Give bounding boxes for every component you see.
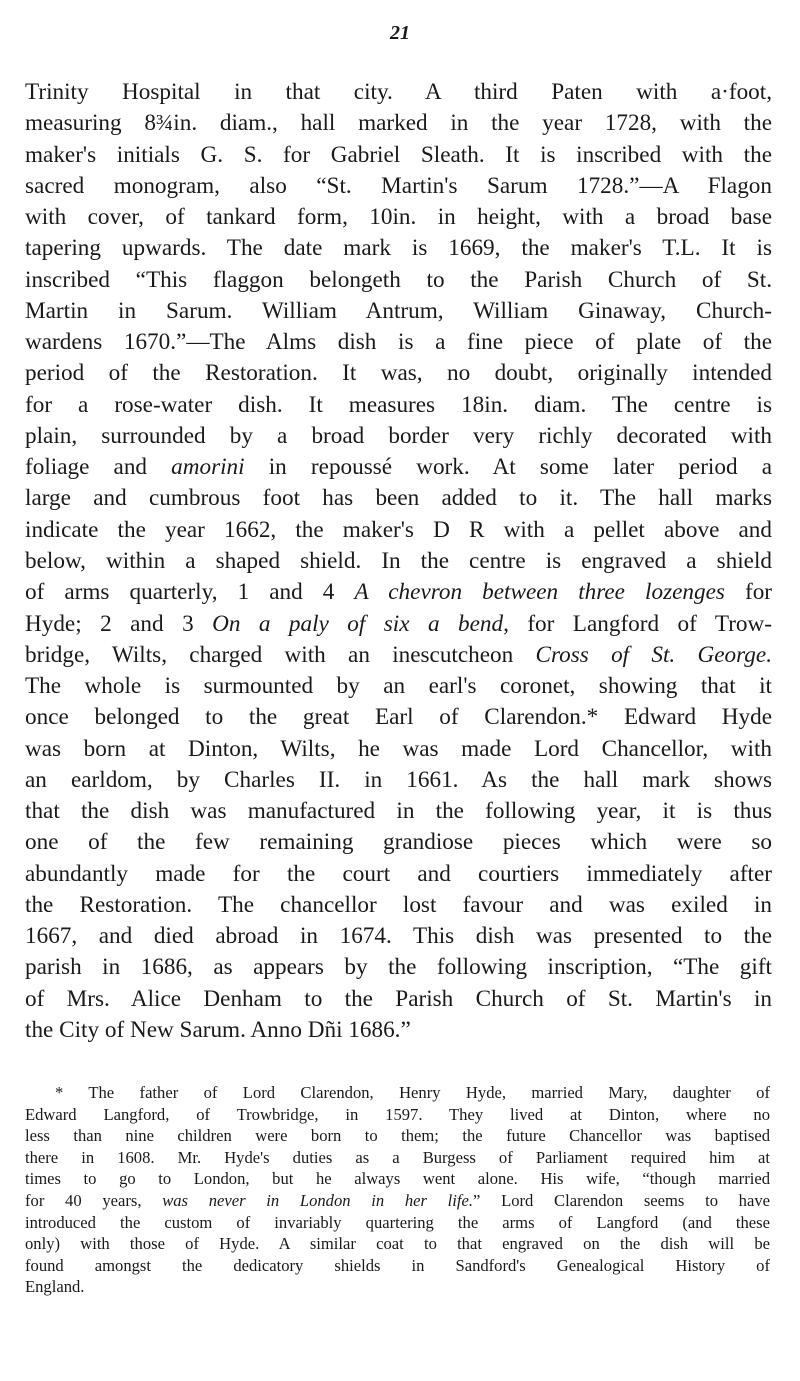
text-segment: there in 1608. Mr. Hyde's duties as a Burgess of Parliament required him at — [25, 1147, 770, 1167]
text-segment: found amongst the dedicatory shields in Sandford's Genealogical History of — [25, 1255, 770, 1275]
footnote-line — [25, 1104, 770, 1126]
body-line — [25, 796, 772, 827]
body-line — [25, 609, 772, 640]
text-segment: sacred monogram, also “St. Martin's Sarum 1728.”—A Flagon — [25, 172, 772, 199]
text-segment: The whole is surmounted by an earl's coronet, showing that it — [25, 673, 772, 700]
text-segment: of arms quarterly, 1 and 4 — [25, 579, 355, 606]
body-line — [25, 702, 772, 733]
body-line — [25, 483, 772, 514]
text-segment: Hyde; 2 and 3 — [25, 610, 213, 637]
body-line — [25, 108, 772, 139]
italic-text: amorini — [171, 454, 245, 481]
body-line — [25, 984, 772, 1015]
footnote-line — [25, 1190, 770, 1212]
body-line — [25, 765, 772, 796]
text-segment: below, within a shaped shield. In the centre is engraved a shield — [25, 547, 772, 574]
body-line — [25, 671, 772, 702]
body-line — [25, 140, 772, 171]
footnote-line — [25, 1168, 770, 1190]
body-line — [25, 890, 772, 921]
text-segment: with cover, of tankard form, 10in. in height, with a broad base — [25, 204, 772, 231]
body-line — [25, 421, 772, 452]
text-segment: period of the Restoration. It was, no doubt, originally intended — [25, 360, 772, 387]
text-segment: the Restoration. The chancellor lost favour and was exiled in — [25, 891, 772, 918]
text-segment: for Langford of Trow- — [508, 610, 772, 637]
text-segment: introduced the custom of invariably quartering the arms of Langford (and these — [25, 1212, 770, 1232]
text-segment: plain, surrounded by a broad border very richly decorated with — [25, 422, 772, 449]
body-line — [25, 77, 772, 108]
text-segment: was born at Dinton, Wilts, he was made Lord Chancellor, with — [25, 735, 772, 762]
text-segment: tapering upwards. The date mark is 1669, the maker's T.L. It is — [25, 235, 772, 262]
body-line — [25, 1015, 772, 1046]
text-segment: less than nine children were born to them; the future Chancellor was baptised — [25, 1126, 770, 1146]
text-segment: inscribed “This flaggon belongeth to the Parish Church of St. — [25, 266, 772, 293]
text-segment: once belonged to the great Earl of Clarendon.* Edward Hyde — [25, 704, 772, 731]
text-segment: indicate the year 1662, the maker's D R with a pellet above and — [25, 516, 772, 543]
text-segment: the City of New Sarum. Anno Dñi 1686.” — [25, 1016, 411, 1043]
body-line — [25, 202, 772, 233]
body-line — [25, 546, 772, 577]
text-segment: ” Lord Clarendon seems to have — [473, 1190, 770, 1210]
footnote-line — [25, 1255, 770, 1277]
text-segment: bridge, Wilts, charged with an inescutcheon — [25, 641, 536, 668]
body-line — [25, 827, 772, 858]
text-segment: one of the few remaining grandiose pieces which were so — [25, 829, 772, 856]
text-segment: Edward Langford, of Trowbridge, in 1597. They lived at Dinton, where no — [25, 1104, 770, 1124]
text-segment: an earldom, by Charles II. in 1661. As the hall mark shows — [25, 766, 772, 793]
body-line — [25, 171, 772, 202]
text-segment: for 40 years, — [25, 1190, 163, 1210]
text-segment: parish in 1686, as appears by the following inscription, “The gift — [25, 954, 772, 981]
body-text — [25, 77, 772, 1046]
body-line — [25, 233, 772, 264]
text-segment: foliage and — [25, 454, 172, 481]
text-segment: for a rose-water dish. It measures 18in. diam. The centre is — [25, 391, 772, 418]
text-segment: Trinity Hospital in that city. A third Paten with a·foot, — [25, 79, 772, 105]
body-line — [25, 296, 772, 327]
footnote-line — [25, 1125, 770, 1147]
text-segment: of Mrs. Alice Denham to the Parish Church of St. Martin's in — [25, 985, 772, 1012]
footnote-line — [25, 1212, 770, 1234]
text-segment: 1667, and died abroad in 1674. This dish was presented to the — [25, 923, 772, 950]
text-segment: large and cumbrous foot has been added to it. The hall marks — [25, 485, 772, 512]
footnote-line — [25, 1147, 770, 1169]
page-number: 21 — [390, 22, 410, 44]
footnote-line — [25, 1233, 770, 1255]
body-line — [25, 327, 772, 358]
text-segment: wardens 1670.”—The Alms dish is a fine piece of plate of the — [25, 329, 772, 356]
text-segment: for — [724, 579, 772, 606]
italic-text: was never in London in her life. — [162, 1190, 474, 1210]
footnote-line — [25, 1082, 770, 1104]
body-line — [25, 952, 772, 983]
footnote — [25, 1082, 770, 1298]
italic-text: A chevron between three lozenges — [354, 579, 725, 606]
body-line — [25, 640, 772, 671]
body-line — [25, 358, 772, 389]
body-line — [25, 859, 772, 890]
text-segment: in repoussé work. At some later period a — [244, 454, 772, 481]
italic-text: On a paly of six a bend, — [212, 610, 509, 637]
body-line — [25, 265, 772, 296]
body-line — [25, 390, 772, 421]
text-segment: measuring 8¾in. diam., hall marked in the year 1728, with the — [25, 110, 772, 137]
text-segment: times to go to London, but he always went alone. His wife, “though married — [25, 1169, 770, 1189]
italic-text: Cross of St. George. — [535, 641, 772, 668]
body-line — [25, 734, 772, 765]
body-line — [25, 515, 772, 546]
body-line — [25, 452, 772, 483]
footnote-line — [25, 1276, 770, 1298]
body-line — [25, 921, 772, 952]
text-segment: England. — [25, 1277, 85, 1297]
text-segment: Martin in Sarum. William Antrum, William Ginaway, Church- — [25, 297, 772, 324]
text-segment: * The father of Lord Clarendon, Henry Hyde, married Mary, daughter of — [55, 1083, 770, 1102]
text-segment: abundantly made for the court and courtiers immediately after — [25, 860, 772, 887]
text-segment: maker's initials G. S. for Gabriel Sleath. It is inscribed with the — [25, 141, 772, 168]
text-segment: that the dish was manufactured in the following year, it is thus — [25, 798, 772, 825]
body-line — [25, 577, 772, 608]
text-segment: only) with those of Hyde. A similar coat to that engraved on the dish will be — [25, 1234, 770, 1254]
